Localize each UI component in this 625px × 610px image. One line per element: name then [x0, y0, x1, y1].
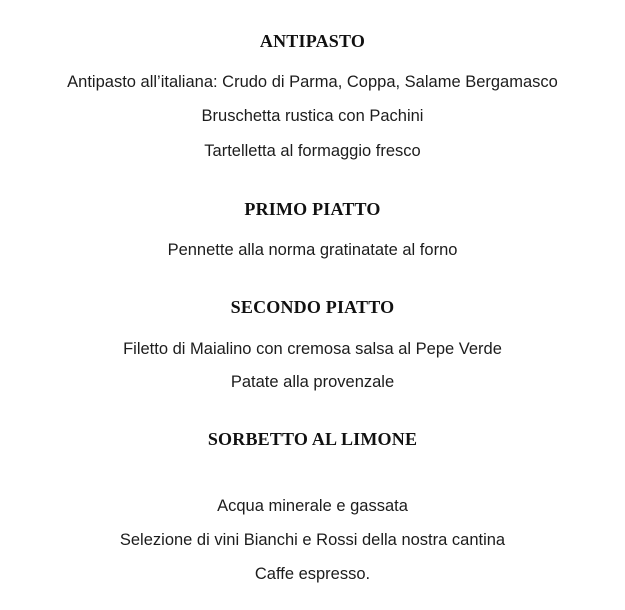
section-heading-secondo-piatto: SECONDO PIATTO [230, 297, 395, 317]
section-heading-sorbetto: SORBETTO AL LIMONE [207, 429, 418, 449]
menu-item: Bruschetta rustica con Pachini [201, 107, 424, 125]
extra-item: Acqua minerale e gassata [217, 497, 408, 515]
menu-item: Antipasto all’italiana: Crudo di Parma, Coppa, Salame Bergamasco [67, 73, 558, 91]
menu-item: Patate alla provenzale [230, 373, 395, 391]
menu-item: Pennette alla norma gratinatate al forno [167, 241, 458, 259]
menu-item: Filetto di Maialino con cremosa salsa al Pepe Verde [123, 340, 502, 358]
extra-item: Caffe espresso. [254, 565, 371, 583]
menu-item: Tartelletta al formaggio fresco [204, 142, 421, 160]
section-heading-antipasto: ANTIPASTO [259, 31, 366, 51]
extra-item: Selezione di vini Bianchi e Rossi della nostra cantina [119, 531, 506, 549]
section-heading-primo-piatto: PRIMO PIATTO [244, 199, 381, 219]
